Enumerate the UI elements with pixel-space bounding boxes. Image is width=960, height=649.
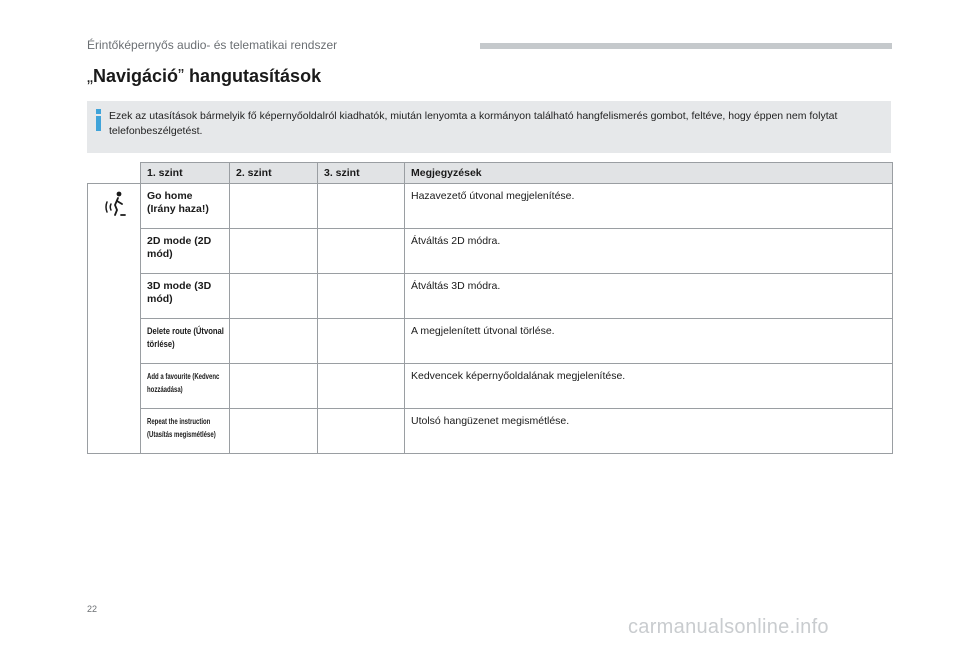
level1-cell <box>141 409 230 454</box>
info-icon <box>95 109 102 129</box>
level1-text: Repeat the instruction (Utasítás megismétlése) <box>147 417 216 439</box>
level1-cell <box>141 364 230 409</box>
table-header-level3: 3. szint <box>318 163 405 184</box>
close-quote: ” <box>178 66 185 86</box>
voice-command-icon <box>102 190 128 218</box>
level3-cell <box>318 229 405 274</box>
note-cell: Átváltás 2D módra. <box>405 229 893 274</box>
chapter-title: Érintőképernyős audio- és telematikai rendszer <box>87 38 338 52</box>
level3-cell <box>318 274 405 319</box>
page-number: 22 <box>87 604 98 614</box>
level2-cell <box>230 184 318 229</box>
level3-cell <box>318 319 405 364</box>
watermark-text: carmanualsonline.info <box>628 616 829 638</box>
table-header-row <box>88 163 893 184</box>
info-box <box>87 101 891 153</box>
table-header-level2: 2. szint <box>230 163 318 184</box>
table-row <box>88 184 893 229</box>
level3-cell <box>318 409 405 454</box>
table-row <box>88 274 893 319</box>
voice-icon-cell <box>88 184 141 454</box>
level2-cell <box>230 319 318 364</box>
level2-cell <box>230 364 318 409</box>
note-cell: Átváltás 3D módra. <box>405 274 893 319</box>
level1-cell: 3D mode (3D mód) <box>141 274 230 319</box>
level1-cell: Go home (Irány haza!) <box>141 184 230 229</box>
table-row <box>88 319 893 364</box>
voice-command-table <box>87 162 893 454</box>
table-header-blank <box>88 163 141 184</box>
page-title <box>87 66 321 87</box>
note-cell: Utolsó hangüzenet megismétlése. <box>405 409 893 454</box>
level1-cell: 2D mode (2D mód) <box>141 229 230 274</box>
level1-text: Add a favourite (Kedvenc hozzáadása) <box>147 372 220 394</box>
info-text: Ezek az utasítások bármelyik fő képernyőoldalról kiadhatók, miután lenyomta a kormányon található hangfelismerés gombot, feltéve, hogy éppen nem folytat telefonbeszélgetést. <box>109 110 838 137</box>
level2-cell <box>230 274 318 319</box>
table-header-level1: 1. szint <box>141 163 230 184</box>
level3-cell <box>318 364 405 409</box>
open-quote: „ <box>87 66 93 86</box>
level1-cell <box>141 319 230 364</box>
table-row <box>88 409 893 454</box>
note-cell: Hazavezető útvonal megjelenítése. <box>405 184 893 229</box>
table-row <box>88 229 893 274</box>
level1-text: Delete route (Útvonal törlése) <box>147 326 224 349</box>
note-cell: Kedvencek képernyőoldalának megjelenítése. <box>405 364 893 409</box>
level2-cell <box>230 409 318 454</box>
level3-cell <box>318 184 405 229</box>
title-rest: hangutasítások <box>184 66 322 86</box>
level2-cell <box>230 229 318 274</box>
table-row <box>88 364 893 409</box>
table-header-notes: Megjegyzések <box>405 163 893 184</box>
note-cell: A megjelenített útvonal törlése. <box>405 319 893 364</box>
header-divider-bar <box>480 43 892 49</box>
title-main: Navigáció <box>93 66 179 86</box>
